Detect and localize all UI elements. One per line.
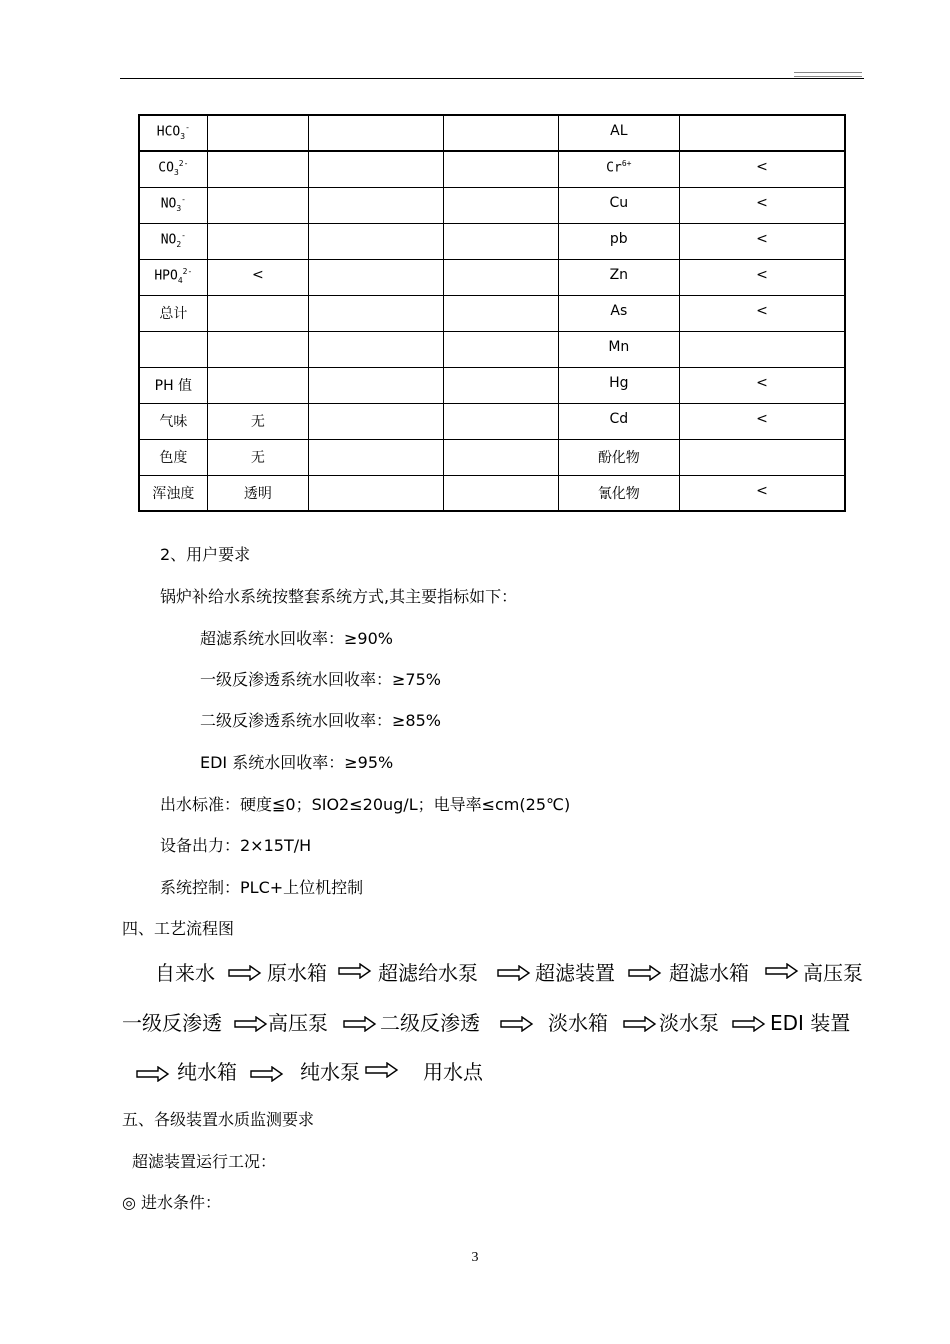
table-row: Mn (139, 331, 845, 367)
flow-arrow-icon (234, 1016, 268, 1032)
table-row: 色度 无 酚化物 (139, 439, 845, 475)
flow-arrow-icon (250, 1066, 284, 1082)
flow-arrow-icon (765, 963, 799, 979)
header-decoration (794, 72, 862, 77)
flow-node-edi: EDI 装置 (770, 1011, 851, 1035)
formula-cr6: $Cr^{6+}$ (558, 151, 679, 187)
flow-node-fresh-pump: 淡水泵 (659, 1011, 719, 1035)
water-quality-table (138, 114, 846, 512)
section-process-flow: 四、工艺流程图 (122, 919, 235, 938)
flow-arrow-icon (732, 1016, 766, 1032)
flow-node-use-point: 用水点 (423, 1060, 483, 1084)
section-monitoring: 五、各级装置水质监测要求 (122, 1110, 315, 1129)
section-user-requirements: 2、用户要求 (160, 545, 251, 564)
table-row: $CO_3^{2-}$ $Cr^{6+}$ < (139, 151, 845, 187)
cell-item: AL (558, 115, 679, 151)
flow-node-uf-unit: 超滤装置 (535, 961, 615, 985)
flow-arrow-icon (228, 965, 262, 981)
table-row: $NO_2^-$ pb < (139, 223, 845, 259)
inlet-conditions: ◎ 进水条件： (122, 1193, 222, 1212)
table-row: 浑浊度 透明 氰化物 < (139, 475, 845, 511)
formula-no2: $NO_2^-$ (139, 223, 207, 259)
uf-status: 超滤装置运行工况： (132, 1152, 277, 1171)
table-row: $HPO_4^{2-}$ < Zn < (139, 259, 845, 295)
flow-node-pure-tank: 纯水箱 (177, 1060, 237, 1084)
flow-node-uf-feed-pump: 超滤给水泵 (378, 961, 478, 985)
flow-node-tap-water: 自来水 (155, 961, 215, 985)
flow-node-pure-pump: 纯水泵 (300, 1060, 360, 1084)
flow-arrow-icon (338, 963, 372, 979)
flow-node-raw-tank: 原水箱 (267, 961, 327, 985)
formula-hco3: $HCO_3^-$ (139, 115, 207, 151)
formula-hpo4: $HPO_4^{2-}$ (139, 259, 207, 295)
edi-recovery: EDI 系统水回收率：≥95% (200, 753, 394, 772)
table-row (139, 115, 845, 151)
page-number: 3 (471, 1250, 479, 1265)
table-row: 气味 无 Cd < (139, 403, 845, 439)
flow-node-hp-pump-2: 高压泵 (268, 1011, 328, 1035)
header-rule (120, 78, 864, 79)
flow-node-hp-pump-1: 高压泵 (803, 961, 863, 985)
flow-node-ro1: 一级反渗透 (122, 1011, 222, 1035)
flow-node-uf-tank: 超滤水箱 (669, 961, 749, 985)
flow-arrow-icon (497, 965, 531, 981)
flow-node-fresh-tank: 淡水箱 (548, 1011, 608, 1035)
capacity: 设备出力：2×15T/H (160, 836, 312, 855)
table-row: 总计 As < (139, 295, 845, 331)
flow-arrow-icon (628, 965, 662, 981)
table-row: $NO_3^-$ Cu < (139, 187, 845, 223)
flow-arrow-icon (136, 1066, 170, 1082)
ro2-recovery: 二级反渗透系统水回收率：≥85% (200, 711, 441, 730)
flow-arrow-icon (343, 1016, 377, 1032)
formula-no3: $NO_3^-$ (139, 187, 207, 223)
ro1-recovery: 一级反渗透系统水回收率：≥75% (200, 670, 441, 689)
flow-arrow-icon (500, 1016, 534, 1032)
formula-co3: $CO_3^{2-}$ (139, 151, 207, 187)
flow-node-ro2: 二级反渗透 (380, 1011, 480, 1035)
flow-arrow-icon (365, 1062, 399, 1078)
uf-recovery: 超滤系统水回收率：≥90% (200, 629, 393, 648)
flow-arrow-icon (623, 1016, 657, 1032)
system-control: 系统控制：PLC+上位机控制 (160, 878, 364, 897)
user-req-intro: 锅炉补给水系统按整套系统方式,其主要指标如下： (160, 587, 518, 606)
outlet-standard: 出水标准：硬度≦0；SIO2≤20ug/L；电导率≤cm(25℃) (160, 795, 571, 814)
table-row: PH 值 Hg < (139, 367, 845, 403)
